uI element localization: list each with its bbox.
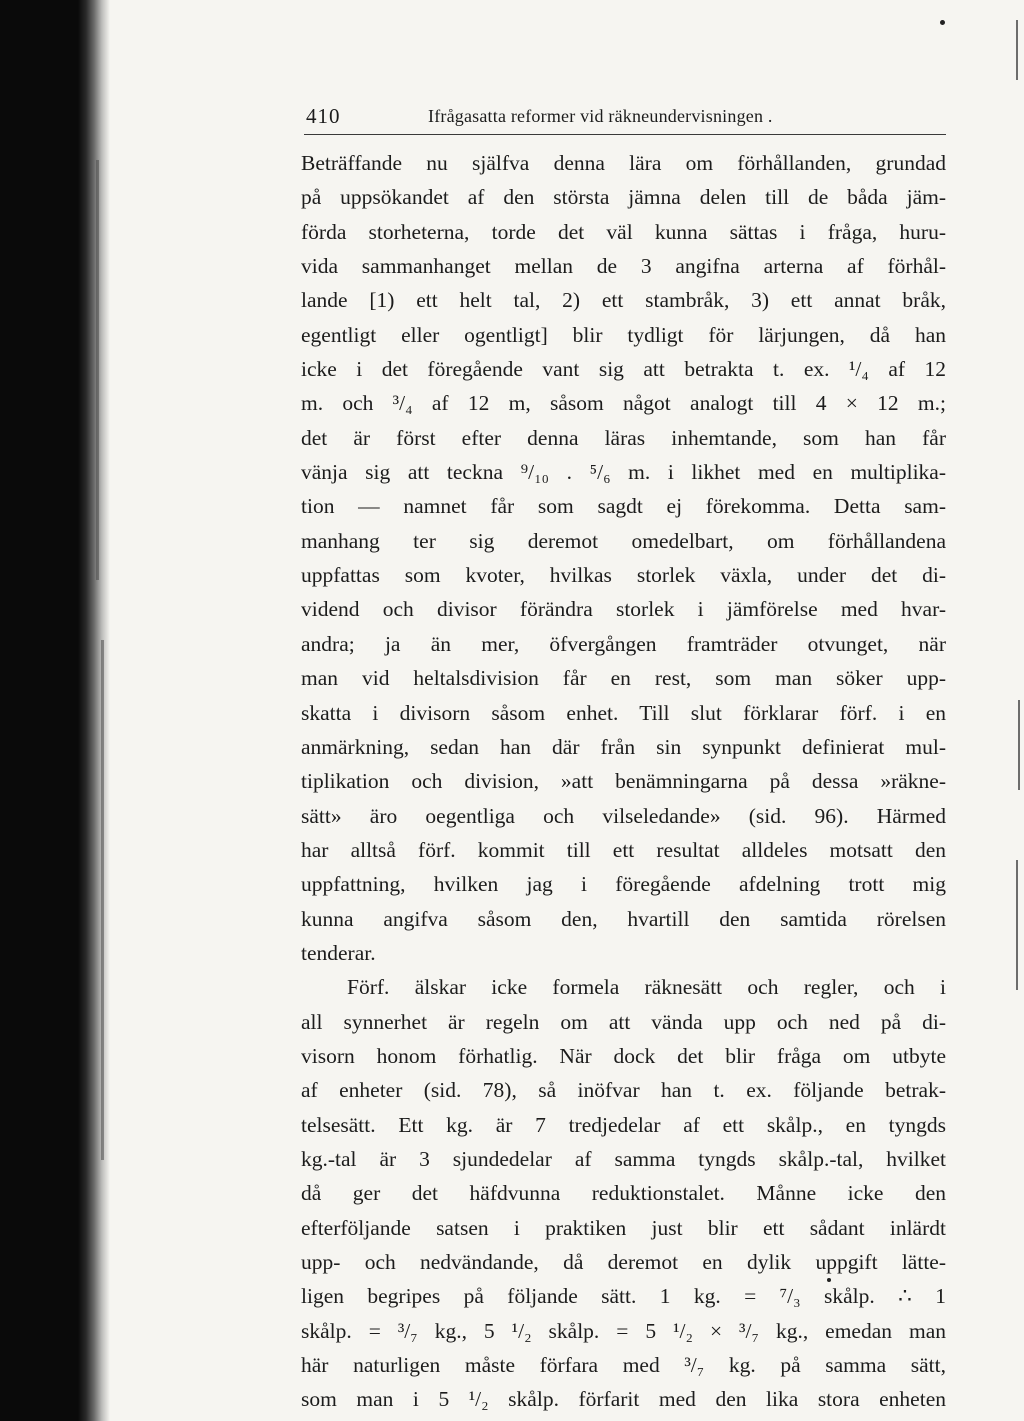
text-line: förda storheterna, torde det väl kunna sättas i fråga, huru-: [301, 219, 946, 244]
scanned-binding-edge: [0, 0, 110, 1421]
text-line: har alltså förf. kommit till ett resultat alldeles motsatt den: [301, 837, 946, 862]
text-line: vänja sig att teckna ⁹/₁₀ . ⁵/₆ m. i likhet med en multiplika-: [301, 460, 946, 485]
text-line: på uppsökandet af den största jämna delen till de båda jäm-: [301, 185, 946, 210]
text-line: lande [1) ett helt tal, 2) ett stambråk, 3) ett annat bråk,: [301, 288, 946, 313]
text-line: upp- och nedvändande, då deremot en dylik uppgift lätte-: [301, 1250, 946, 1274]
text-line: det är först efter denna läras inhemtande, som han får: [301, 425, 946, 450]
text-line: manhang ter sig deremot omedelbart, om förhållandena: [301, 528, 946, 553]
text-line: ligen begripes på följande sätt. 1 kg. = ⁷/₃ skålp. ∴ 1: [301, 1284, 946, 1309]
text-line: af enheter (sid. 78), så inöfvar han t. ex. följande betrak-: [301, 1078, 946, 1103]
text-line: tiplikation och division, »att benämningarna på dessa »räkne-: [301, 769, 946, 794]
text-line: all synnerhet är regeln om att vända upp och ned på di-: [301, 1009, 946, 1034]
right-edge-mark: [1016, 860, 1018, 990]
header-rule: [304, 134, 946, 135]
right-edge-mark: [1016, 20, 1018, 80]
text-line: uppfattning, hvilken jag i föregående afdelning trott mig: [301, 872, 946, 897]
text-line: skålp. = ³/₇ kg., 5 ¹/₂ skålp. = 5 ¹/₂ × ³/₇ kg., emedan man: [301, 1318, 946, 1343]
text-line: Förf. älskar icke formela räknesätt och regler, och i: [347, 975, 946, 1000]
binding-streak: [96, 160, 99, 580]
text-line: telsesätt. Ett kg. är 7 tredjedelar af ett skålp., en tyngds: [301, 1112, 946, 1137]
ink-speck: [940, 20, 945, 25]
text-line: andra; ja än mer, öfvergången framträder otvunget, när: [301, 631, 946, 656]
text-line: icke i det föregående vant sig att betrakta t. ex. ¹/₄ af 12: [301, 357, 946, 382]
text-line: efterföljande satsen i praktiken just blir ett sådant inlärdt: [301, 1215, 946, 1240]
text-line: tion — namnet får som sagdt ej förekomma. Detta sam-: [301, 494, 946, 519]
text-line: skatta i divisorn såsom enhet. Till slut förklarar förf. i en: [301, 700, 946, 725]
text-line: anmärkning, sedan han där från sin synpunkt definierat mul-: [301, 734, 946, 759]
text-line: Beträffande nu själfva denna lära om förhållanden, grundad: [301, 151, 946, 175]
text-line: m. och ³/₄ af 12 m, såsom något analogt till 4 × 12 m.;: [301, 391, 946, 416]
text-line: visorn honom förhatlig. När dock det blir fråga om utbyte: [301, 1043, 946, 1068]
text-line: kg.-tal är 3 sjundedelar af samma tyngds skålp.-tal, hvilket: [301, 1146, 946, 1171]
text-line: egentligt eller ogentligt] blir tydligt för lärjungen, då han: [301, 322, 946, 347]
text-line: uppfattas som kvoter, hvilkas storlek växla, under det di-: [301, 563, 946, 588]
text-line: kunna angifva såsom den, hvartill den samtida rörelsen: [301, 906, 946, 931]
text-line: man vid heltalsdivision får en rest, som man söker upp-: [301, 666, 946, 691]
right-edge-mark: [1018, 700, 1020, 790]
text-line: som man i 5 ¹/₂ skålp. förfarit med den lika stora enheten: [301, 1387, 946, 1412]
page-number: 410: [306, 104, 341, 128]
text-line: vida sammanhanget mellan de 3 angifna arterna af förhål-: [301, 254, 946, 279]
text-line: vidend och divisor förändra storlek i jämförelse med hvar-: [301, 597, 946, 622]
page-header: [306, 104, 946, 134]
text-line: då ger det häfdvunna reduktionstalet. Månne icke den: [301, 1181, 946, 1206]
body-text: [301, 146, 946, 1417]
text-line: här naturligen måste förfara med ³/₇ kg. på samma sätt,: [301, 1353, 946, 1378]
running-title: Ifrågasatta reformer vid räkneundervisningen .: [428, 106, 773, 126]
text-line: sätt» äro oegentliga och vilseledande» (sid. 96). Härmed: [301, 803, 946, 828]
text-line: tenderar.: [301, 940, 376, 965]
binding-streak: [101, 640, 104, 1160]
